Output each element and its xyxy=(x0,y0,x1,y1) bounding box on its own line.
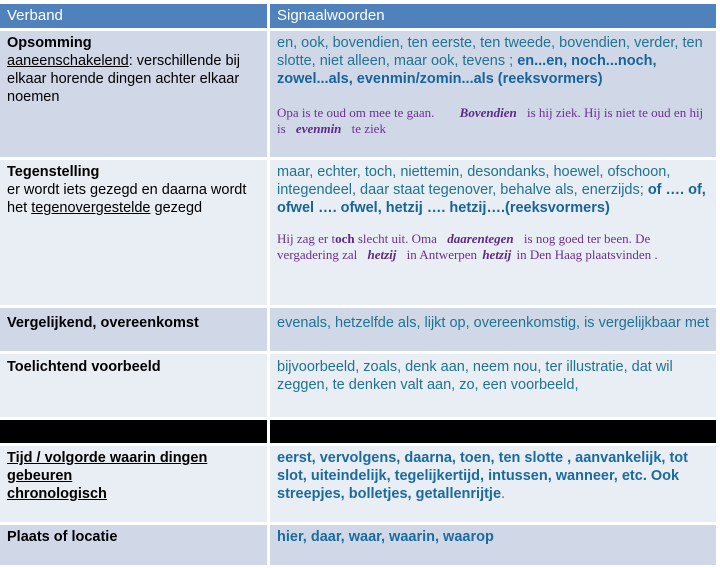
example-text: is hij ziek. Hij is niet te oud en hij is xyxy=(277,105,704,136)
example-text: in Antwerpen xyxy=(406,247,478,262)
table-row xyxy=(0,354,716,417)
underlined-term: tegenovergestelde xyxy=(31,200,151,216)
empty-cell xyxy=(0,420,267,443)
example-text: slecht uit. Oma xyxy=(354,231,437,246)
table-row xyxy=(0,31,716,157)
signaalwoorden-cell xyxy=(270,446,716,522)
signal-words: evenals, hetzelfde als, lijkt op, overeenkomstig, is vergelijkbaar met xyxy=(277,315,709,331)
table-row xyxy=(0,308,716,351)
example-text: te ziek xyxy=(351,121,386,136)
empty-cell xyxy=(270,420,716,443)
signaalwoorden-cell xyxy=(270,160,716,305)
table-row xyxy=(0,446,716,522)
row-title: Vergelijkend, overeenkomst xyxy=(7,315,199,331)
signal-words-bold: hier, daar, waar, waarin, waarop xyxy=(277,529,494,545)
example-keyword: evenmin xyxy=(295,121,342,136)
row-subtitle: chronologisch xyxy=(7,486,107,502)
underlined-term: aaneenschakelend xyxy=(7,53,129,69)
signal-words-bold: of …. of, ofwel …. ofwel, hetzij …. hetzij….(reeksvormers) xyxy=(277,182,706,216)
verband-cell xyxy=(0,446,267,522)
signal-words-bold: eerst, vervolgens, daarna, toen, ten slotte , aanvankelijk, tot slot, uiteindelijk, tegelijkertijd, intussen, wanneer, etc. Ook streepjes, bolletjes, getallenrijtje xyxy=(277,450,688,502)
example-sentence xyxy=(277,231,709,263)
verband-cell xyxy=(0,308,267,351)
table-row xyxy=(0,525,716,565)
row-description: gezegd xyxy=(150,200,203,216)
row-title: Tegenstelling xyxy=(7,164,100,180)
signal-words-table xyxy=(0,4,716,568)
table-row xyxy=(0,160,716,305)
signal-words: en, ook, bovendien, ten eerste, ten tweede, bovendien, verder, ten slotte, niet alleen, maar ook, tevens ; xyxy=(277,35,703,69)
table-row-empty xyxy=(0,420,716,443)
example-text: in Den Haag plaatsvinden xyxy=(516,247,652,262)
header-verband: Verband xyxy=(0,4,267,28)
example-keyword: och xyxy=(335,231,355,246)
signal-words: bijvoorbeeld, zoals, denk aan, neem nou, ter illustratie, dat wil zeggen, te denken valt aan, zo, een voorbeeld, xyxy=(277,359,673,393)
verband-cell xyxy=(0,525,267,565)
example-keyword: Bovendien xyxy=(459,105,517,120)
row-title: Toelichtend voorbeeld xyxy=(7,359,161,375)
table-header-row xyxy=(0,4,716,28)
example-keyword: hetzij xyxy=(482,247,512,262)
example-text: is nog goed ter been. De vergadering zal xyxy=(277,231,651,262)
row-title: Plaats of locatie xyxy=(7,529,118,545)
row-description: : verschillende bij elkaar horende dingen achter elkaar noemen xyxy=(7,53,240,105)
row-title: Tijd / volgorde waarin dingen gebeuren xyxy=(7,450,208,484)
example-text: Hij zag er t xyxy=(277,231,336,246)
verband-cell xyxy=(0,31,267,157)
example-keyword: daarentegen xyxy=(447,231,514,246)
verband-cell xyxy=(0,354,267,417)
header-signaalwoorden: Signaalwoorden xyxy=(270,4,716,28)
example-keyword: hetzij xyxy=(367,247,397,262)
signal-words-bold: en...en, noch...noch, zowel...als, evenmin/zomin...als (reeksvormers) xyxy=(277,53,657,87)
signaalwoorden-cell xyxy=(270,354,716,417)
example-text: . xyxy=(654,247,658,262)
row-title: Opsomming xyxy=(7,35,92,51)
example-sentence xyxy=(277,105,709,137)
signaalwoorden-cell xyxy=(270,308,716,351)
row-description: er wordt iets gezegd en daarna wordt het xyxy=(7,182,247,216)
signal-words: maar, echter, toch, niettemin, desondanks, hoewel, ofschoon, integendeel, daar staat tegenover, behalve als, enerzijds; xyxy=(277,164,671,198)
signaalwoorden-cell xyxy=(270,525,716,565)
signal-words: . xyxy=(501,486,506,502)
verband-cell xyxy=(0,160,267,305)
signaalwoorden-cell xyxy=(270,31,716,157)
example-text: Opa is te oud om mee te gaan. xyxy=(277,105,435,120)
